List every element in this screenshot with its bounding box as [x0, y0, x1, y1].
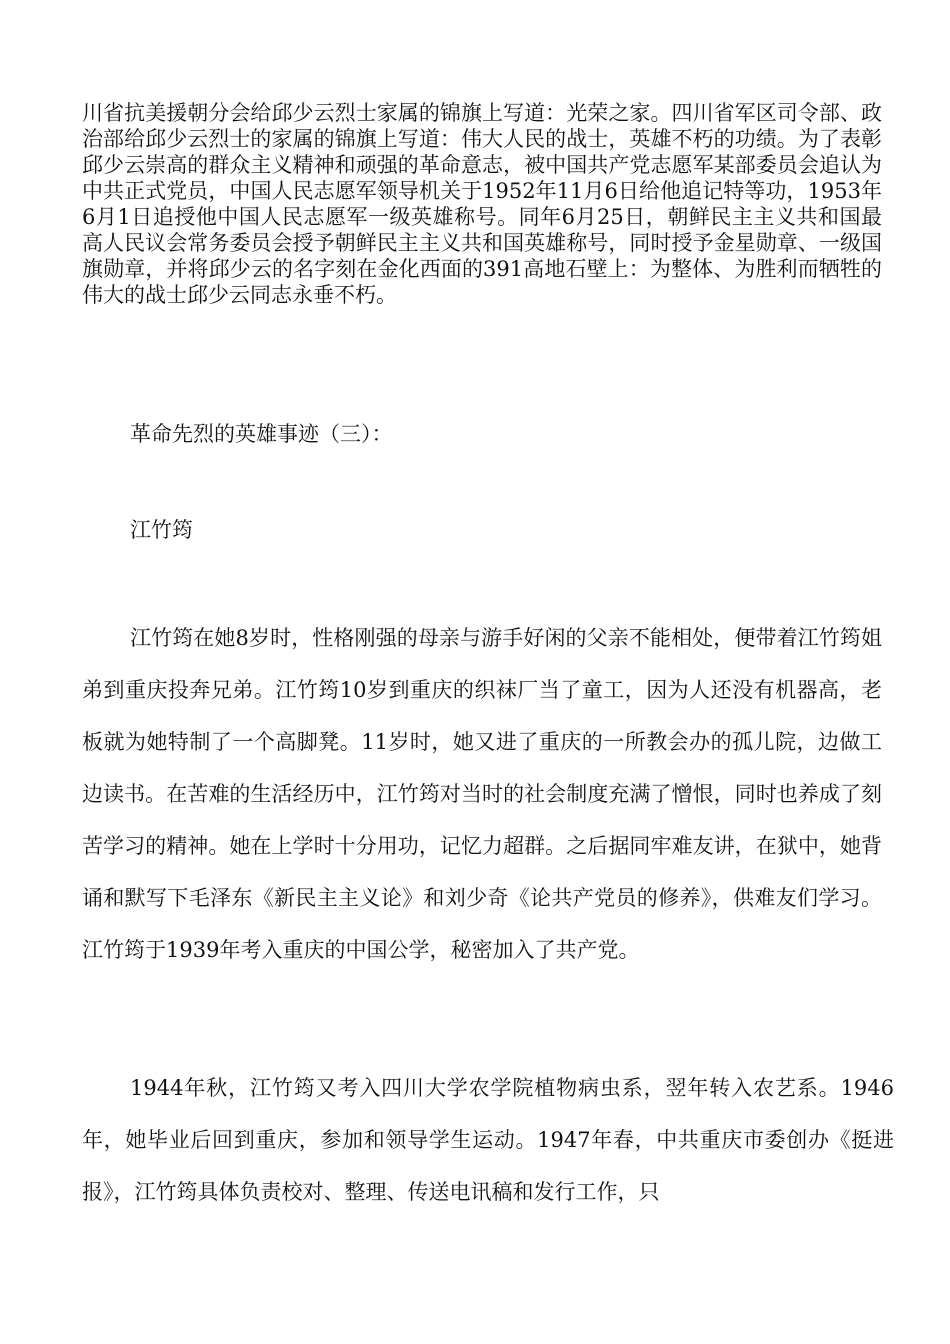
hero-name: 江竹筠: [130, 518, 193, 542]
paragraph-qiu-shaoyun-honors: 川省抗美援朝分会给邱少云烈士家属的锦旗上写道：光荣之家。四川省军区司令部、政治部给邱少云烈士的家属的锦旗上写道：伟大人民的战士，英雄不朽的功绩。为了表彰邱少云崇高的群众主义精神和顽强的革命意志，被中国共产党志愿军某部委员会追认为中共正式党员，中国人民志愿军领导机关于1952年11月6日给他追记特等功，1953年6月1日追授他中国人民志愿军一级英雄称号。同年6月25日，朝鲜民主主义共和国最高人民议会常务委员会授予朝鲜民主主义共和国英雄称号，同时授予金星勋章、一级国旗勋章，并将邱少云的名字刻在金化西面的391高地石壁上：为整体、为胜利而牺牲的伟大的战士邱少云同志永垂不朽。: [82, 101, 882, 307]
paragraph-jiang-zhujun-university: 1944年秋，江竹筠又考入四川大学农学院植物病虫系，翌年转入农艺系。1946年，她毕业后回到重庆，参加和领导学生运动。1947年春，中共重庆市委创办《挺进报》，江竹筠具体负责校对、整理、传送电讯稿和发行工作，只: [82, 1076, 894, 1204]
paragraph-jiang-zhujun-childhood: 江竹筠在她8岁时，性格刚强的母亲与游手好闲的父亲不能相处，便带着江竹筠姐弟到重庆投奔兄弟。江竹筠10岁到重庆的织袜厂当了童工，因为人还没有机器高，老板就为她特制了一个高脚凳。11岁时，她又进了重庆的一所教会办的孤儿院，边做工边读书。在苦难的生活经历中，江竹筠对当时的社会制度充满了憎恨，同时也养成了刻苦学习的精神。她在上学时十分用功，记忆力超群。之后据同牢难友讲，在狱中，她背诵和默写下毛泽东《新民主主义论》和刘少奇《论共产党员的修养》，供难友们学习。江竹筠于1939年考入重庆的中国公学，秘密加入了共产党。: [82, 626, 882, 962]
section-heading: 革命先烈的英雄事迹（三）：: [130, 422, 393, 446]
